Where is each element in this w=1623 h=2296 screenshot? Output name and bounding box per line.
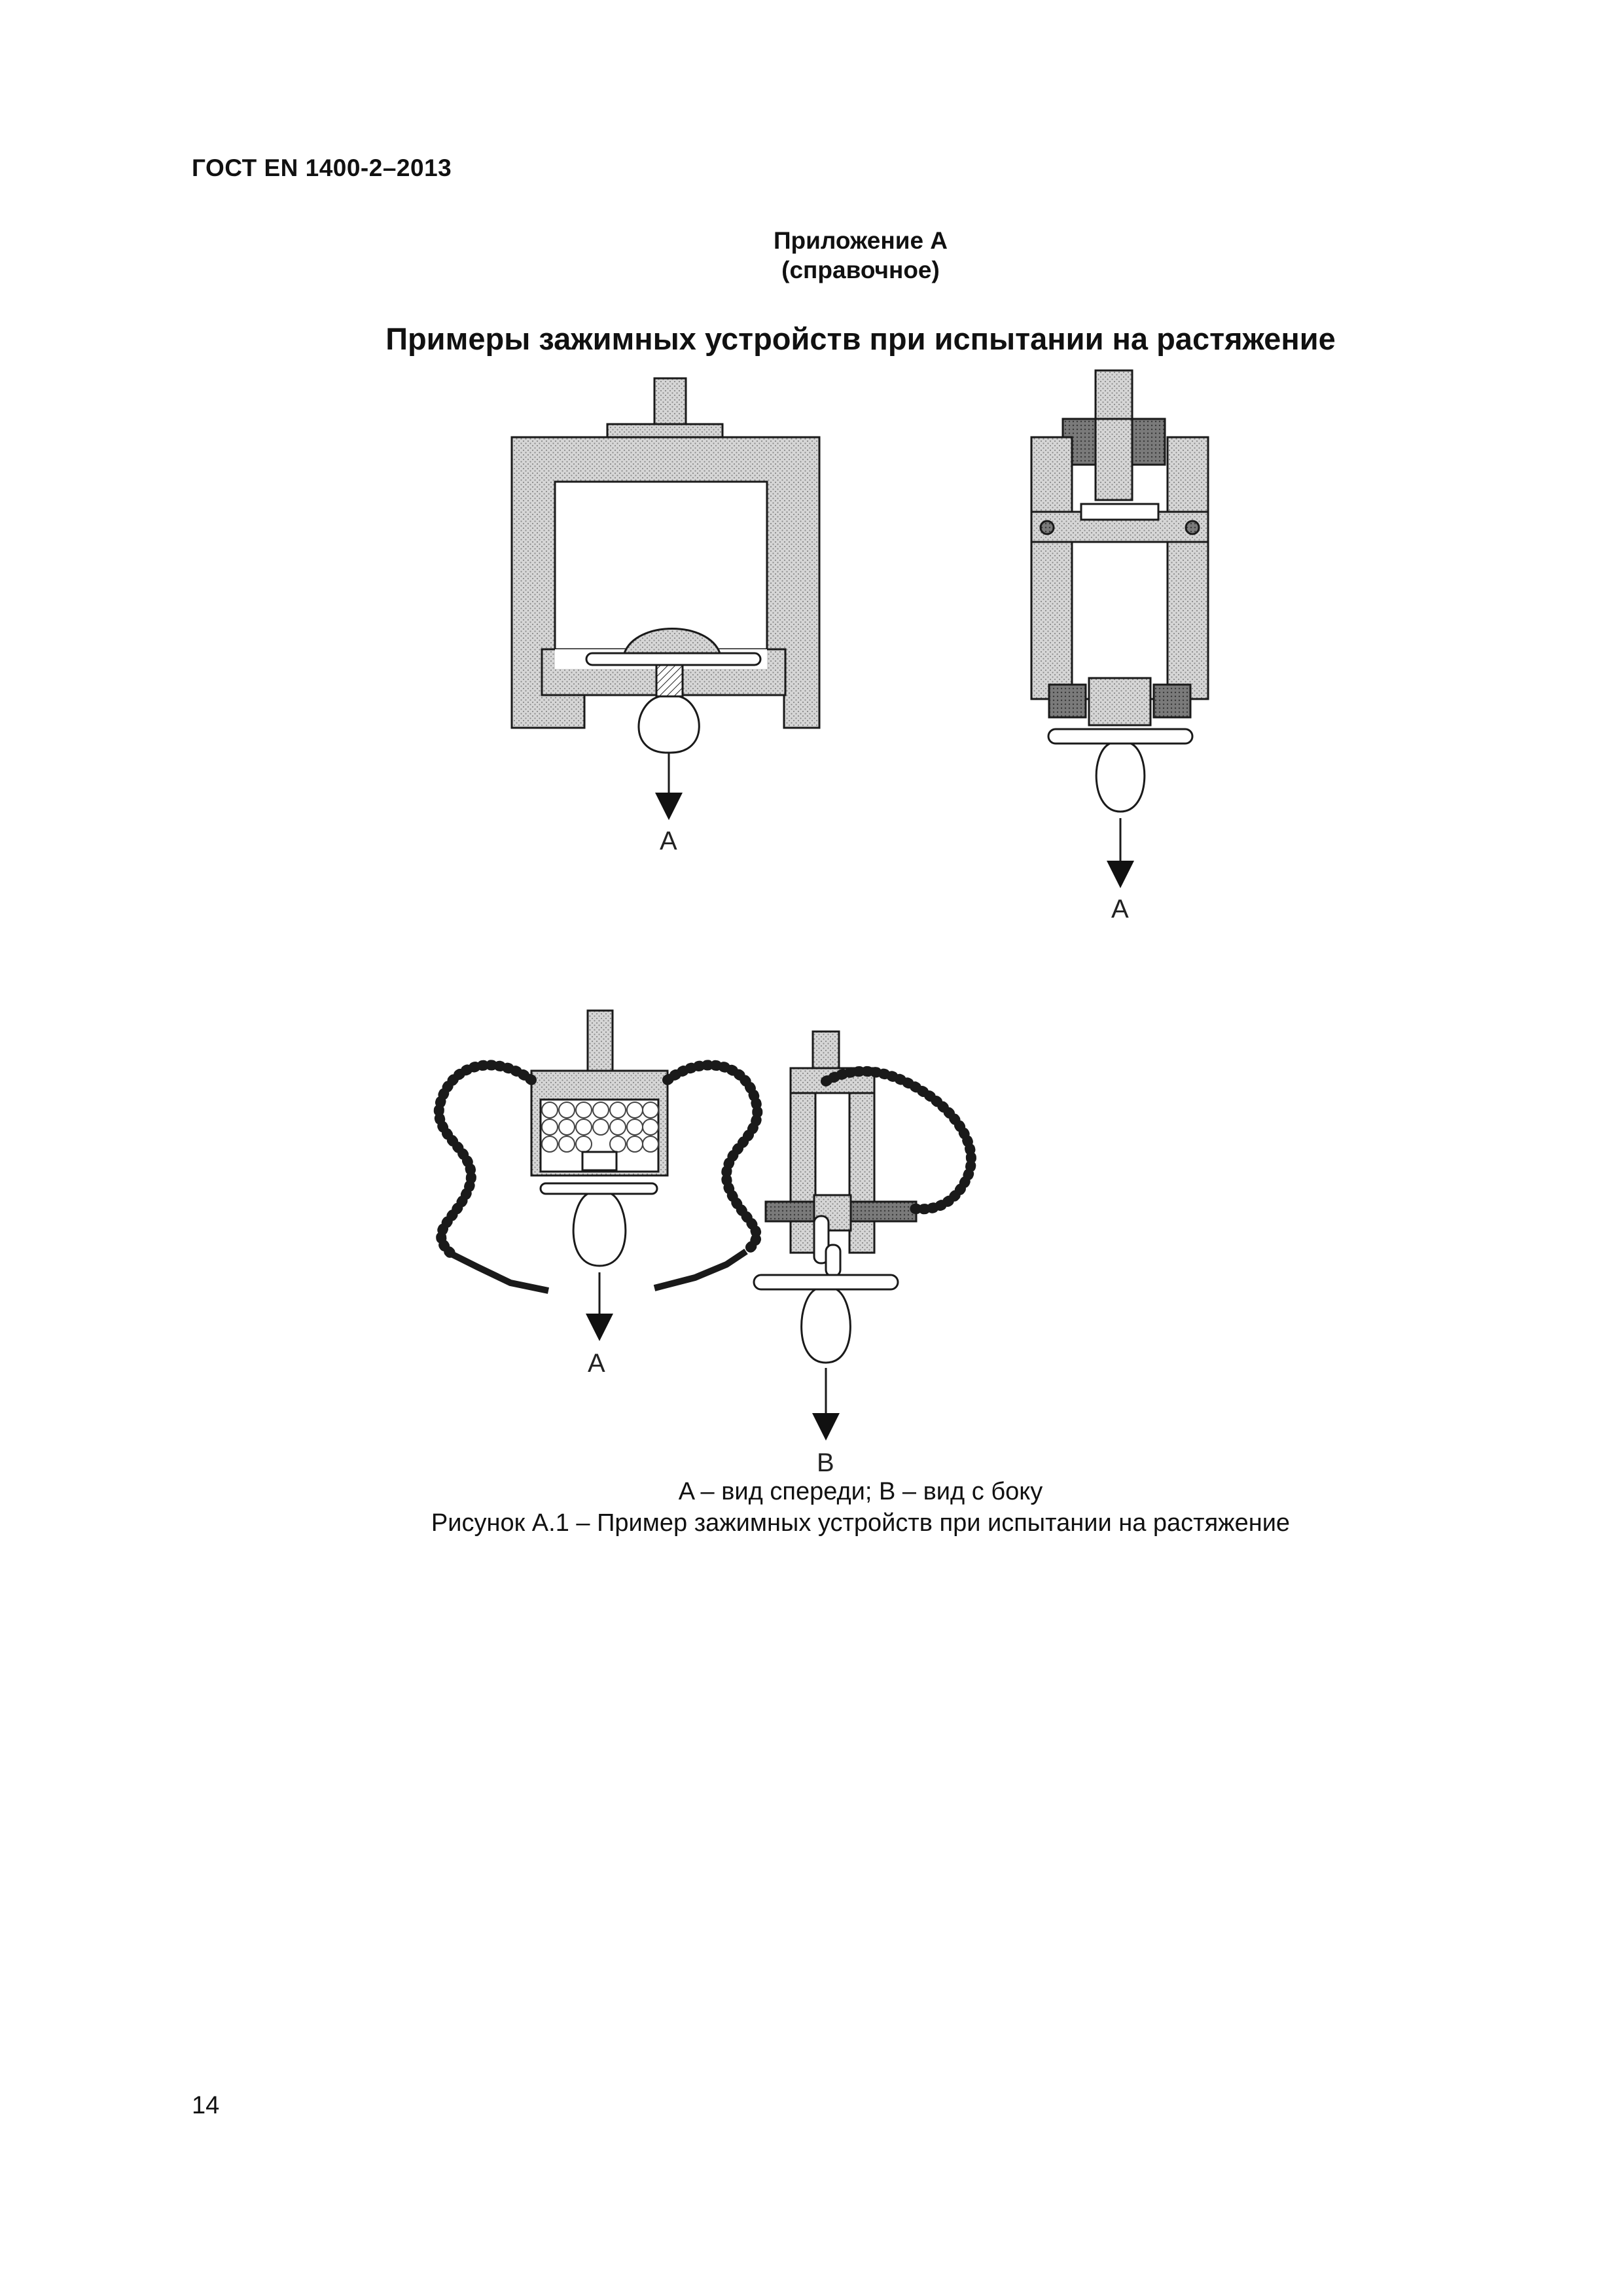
figure-caption: Рисунок А.1 – Пример зажимных устройств при испытании на растяжение (431, 1509, 1291, 1537)
fig3-label: A (588, 1349, 605, 1378)
document-header: ГОСТ EN 1400-2–2013 (192, 154, 452, 181)
fig4-label: B (817, 1448, 834, 1477)
annex-status: (справочное) (781, 257, 940, 283)
page-number: 14 (192, 2092, 220, 2119)
clamp-diagram-2 (1031, 370, 1208, 874)
clamp-diagram-1 (512, 378, 819, 806)
figure-legend: A – вид спереди; B – вид с боку (678, 1478, 1043, 1505)
section-title: Примеры зажимных устройств при испытании на растяжение (385, 321, 1336, 356)
fig1-label: A (660, 827, 677, 855)
annex-title: Приложение А (773, 227, 948, 254)
clamp-diagram-4 (754, 1031, 971, 1427)
fig2-label: A (1111, 895, 1129, 924)
clamp-diagram-3 (439, 1011, 758, 1327)
